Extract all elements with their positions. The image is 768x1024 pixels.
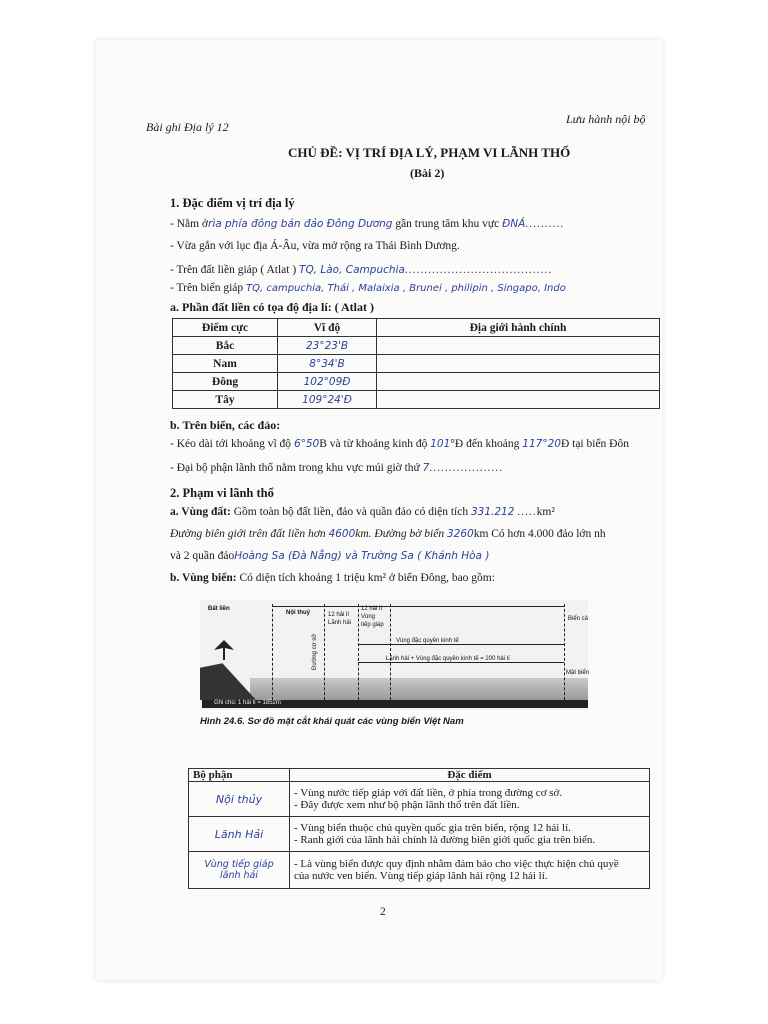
handwritten-answer: 3260 <box>446 528 474 540</box>
point-name: Đông <box>173 373 278 391</box>
total-200-label: Lãnh hải + Vùng đặc quyền kinh tế = 200 hải lí <box>386 656 510 662</box>
table-row <box>173 391 660 409</box>
sea-area-label: b. Vùng biển: <box>170 572 237 584</box>
diagram-caption: Hình 24.6. Sơ đồ mặt cắt khái quát các vùng biển Việt Nam <box>200 716 464 727</box>
high-seas-label: Biển cả <box>568 616 589 622</box>
point-name: Nam <box>173 355 278 373</box>
handwritten-answer: TQ, campuchia, Thái , Malaixia , Brunei , philipin , Singapo, Indo <box>246 283 566 294</box>
divider-line <box>324 604 325 700</box>
table-header: Vĩ độ <box>278 319 377 337</box>
header-right: Lưu hành nội bộ <box>566 112 646 126</box>
feature-line: - Vùng biển thuộc chủ quyền quốc gia trên biển, rộng 12 hải lí. <box>294 822 571 834</box>
border-label: Đường biên giới trên đất liền hơn <box>170 528 326 540</box>
extent-mid-text: °Đ đến khoảng <box>450 438 520 450</box>
admin-cell <box>377 391 660 409</box>
land-border-label: - Trên đất liền giáp ( Atlat ) <box>170 264 297 276</box>
top-boundary-line <box>272 606 564 607</box>
extreme-points-table <box>172 318 660 409</box>
note-label: Ghi chú: 1 hải lí = 1852m <box>214 700 281 706</box>
zone-name: Lãnh Hải <box>189 817 290 852</box>
page-subtitle: (Bài 2) <box>410 166 445 180</box>
feature-line: của nước ven biển. Vùng tiếp giáp lãnh hải rộng 12 hải lí. <box>294 870 548 882</box>
table-row <box>189 817 650 852</box>
archipelago-line <box>170 550 489 562</box>
table-header: Bộ phận <box>189 769 290 782</box>
timezone-label: - Đại bộ phận lãnh thổ nằm trong khu vực múi giờ thứ <box>170 462 420 474</box>
sea-water <box>250 678 588 700</box>
location-mid-text: gần trung tâm khu vực <box>395 218 500 230</box>
eurasia-line: - Vừa gắn với lục địa Á-Âu, vừa mở rộng ra Thái Bình Dương. <box>170 240 460 252</box>
sea-surface-label: Mặt biển <box>566 670 590 676</box>
border-line <box>170 528 606 540</box>
handwritten-answer: 101 <box>430 438 451 450</box>
sea-zones-table <box>188 768 650 889</box>
land-area-line: a. Vùng đất: Gồm toàn bộ đất liền, đảo và quần đảo có diện tích 331.212 .....km² <box>170 506 555 518</box>
zone-label: Vùng <box>361 614 376 620</box>
eez-label: Vùng đặc quyền kinh tế <box>396 638 459 644</box>
handwritten-answer: rìa phía đông bán đảo Đông Dương <box>208 218 393 230</box>
border-mid-text: km. Đường bờ biển <box>355 528 445 540</box>
table-header: Đặc điểm <box>290 769 650 782</box>
handwritten-answer: Hoàng Sa (Đà Nẵng) và Trường Sa ( Khánh Hòa ) <box>234 550 490 562</box>
handwritten-answer: ĐNÁ <box>502 218 526 230</box>
land-area-text: Gồm toàn bộ đất liền, đảo và quần đảo có diện tích <box>233 506 469 518</box>
divider-line <box>272 604 273 700</box>
latitude-value: 102°09Đ <box>278 373 377 391</box>
divider-line <box>358 604 359 700</box>
palm-tree-icon <box>214 640 234 660</box>
latitude-value: 109°24'Đ <box>278 391 377 409</box>
table-header: Điểm cực <box>173 319 278 337</box>
sea-area-text: Có diện tích khoảng 1 triệu km² ở biển Đông, bao gồm: <box>239 572 495 584</box>
timezone-line: - Đại bộ phận lãnh thổ nằm trong khu vực múi giờ thứ 7................... <box>170 462 503 474</box>
page-number: 2 <box>380 906 386 918</box>
archipelago-label: và 2 quần đảo <box>170 550 235 562</box>
location-label: - Nằm ở <box>170 218 209 230</box>
location-line: - Nằm ởrìa phía đông bán đảo Đông Dương gần trung tâm khu vực ĐNÁ.......... <box>170 218 565 230</box>
subsection-b-heading: b. Trên biển, các đảo: <box>170 418 281 432</box>
sea-border-line <box>170 282 566 294</box>
twelve-nm-label: 12 hải lí <box>361 606 383 612</box>
latitude-value: 8°34'B <box>278 355 377 373</box>
admin-cell <box>377 337 660 355</box>
contiguous-label: tiếp giáp <box>361 622 384 628</box>
sea-area-line <box>170 572 495 584</box>
land-area-label: a. Vùng đất: <box>170 506 231 518</box>
divider-line <box>564 604 565 700</box>
handwritten-answer: 331.212 <box>471 506 515 518</box>
sea-border-label: - Trên biển giáp <box>170 282 244 294</box>
land-label: Đất liền <box>208 606 230 612</box>
divider-line <box>390 604 391 700</box>
zone-name: Nội thủy <box>189 782 290 817</box>
admin-cell <box>377 373 660 391</box>
baseline-label: Đường cơ sở <box>312 633 318 670</box>
zone-features <box>290 852 650 889</box>
table-row <box>189 852 650 889</box>
table-row <box>173 355 660 373</box>
total-200-arrow <box>358 662 564 663</box>
section2-heading: 2. Phạm vi lãnh thổ <box>170 486 274 500</box>
unit-label: km² <box>536 506 555 518</box>
eez-arrow <box>358 644 564 645</box>
territorial-sea-label: Lãnh hải <box>328 620 352 626</box>
admin-cell <box>377 355 660 373</box>
zone-features <box>290 782 650 817</box>
handwritten-answer: 4600 <box>328 528 356 540</box>
subsection-a-heading: a. Phần đất liền có tọa độ địa lí: ( Atlat ) <box>170 300 375 314</box>
page-title: CHỦ ĐỀ: VỊ TRÍ ĐỊA LÝ, PHẠM VI LÃNH THỔ <box>288 145 571 160</box>
zone-name: Vùng tiếp giáp lãnh hải <box>189 852 290 889</box>
table-row <box>189 782 650 817</box>
handwritten-answer: 117°20 <box>522 438 561 450</box>
handwritten-answer: TQ, Lào, Campuchia <box>299 264 405 276</box>
twelve-nm-label: 12 hải lí <box>328 612 350 618</box>
sea-zones-diagram <box>200 600 588 710</box>
handwritten-answer: 7 <box>422 462 430 474</box>
feature-line: - Đây được xem như bộ phận lãnh thổ trên đất liền. <box>294 799 520 811</box>
table-row <box>173 373 660 391</box>
extent-end-text: Đ tại biển Đôn <box>560 438 629 450</box>
feature-line: - Ranh giới của lãnh hải chính là đường biên giới quốc gia trên biển. <box>294 834 596 846</box>
land-shape <box>200 654 256 700</box>
extent-line <box>170 438 629 450</box>
header-left: Bài ghi Địa lý 12 <box>146 120 229 134</box>
extent-label: - Kéo dài tới khoảng vĩ độ <box>170 438 292 450</box>
zone-features <box>290 817 650 852</box>
internal-waters-label: Nội thuỷ <box>286 610 310 616</box>
extent-mid-text: B và từ khoảng kinh độ <box>319 438 428 450</box>
point-name: Bắc <box>173 337 278 355</box>
section1-heading: 1. Đặc điểm vị trí địa lý <box>170 196 295 210</box>
handwritten-answer: 6°50 <box>293 438 320 450</box>
land-border-line: - Trên đất liền giáp ( Atlat ) TQ, Lào, Campuchia...................................... <box>170 264 553 276</box>
point-name: Tây <box>173 391 278 409</box>
latitude-value: 23°23'B <box>278 337 377 355</box>
feature-line: - Là vùng biển được quy định nhằm đảm bảo cho việc thực hiện chủ quyề <box>294 858 619 870</box>
feature-line: - Vùng nước tiếp giáp với đất liền, ở phía trong đường cơ sở. <box>294 787 563 799</box>
border-end-text: km Có hơn 4.000 đảo lớn nh <box>473 528 606 540</box>
table-row <box>173 337 660 355</box>
table-header: Địa giới hành chính <box>377 319 660 337</box>
